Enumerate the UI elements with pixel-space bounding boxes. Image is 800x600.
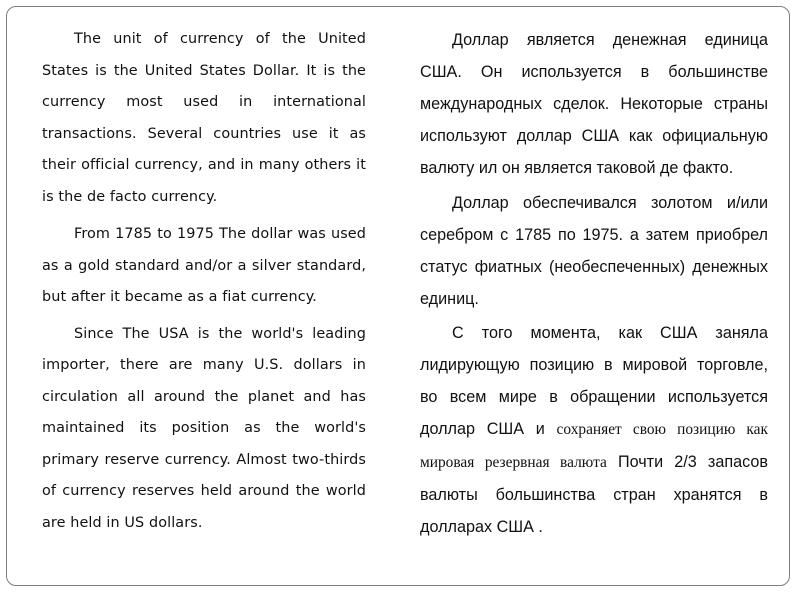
english-paragraph-3: Since The USA is the world's leading importer, there are many U.S. dollars in circulation all around the planet and has maintained its position as the world's primary reserve currency. Almost two-thirds of currency reserves held around the world are held in US dollars. xyxy=(42,325,366,531)
russian-paragraph-3 xyxy=(420,317,768,543)
russian-paragraph-1: Доллар является денежная единица США. Он используется в большинстве международных сделок. Некоторые страны используют доллар США как официальную валюту ил он является таковой де факто. xyxy=(420,31,768,177)
russian-paragraph-2: Доллар обеспечивался золотом и/или серебром с 1785 по 1975. а затем приобрел статус фиатных (необеспеченных) денежных единиц. xyxy=(420,194,768,308)
russian-paragraph-3-end: Почти 2/3 запасов валюты большинства стран хранятся в долларах США . xyxy=(420,453,768,536)
english-column xyxy=(42,24,366,545)
russian-paragraph-3-start: С того момента, как США заняла лидирующую позицию в мировой торговле, во всем мире в обращении используется доллар США и xyxy=(420,324,768,438)
english-paragraph-1: The unit of currency of the United States is the United States Dollar. It is the currency most used in international transactions. Several countries use it as their official currency, and in many others it is the de facto currency. xyxy=(42,31,366,205)
russian-column xyxy=(420,24,768,546)
russian-paragraph-3-serif: сохраняет свою позицию как мировая резервная валюта xyxy=(420,421,768,471)
english-paragraph-2: From 1785 to 1975 The dollar was used as a gold standard and/or a silver standard, but after it became as a fiat currency. xyxy=(42,226,366,305)
